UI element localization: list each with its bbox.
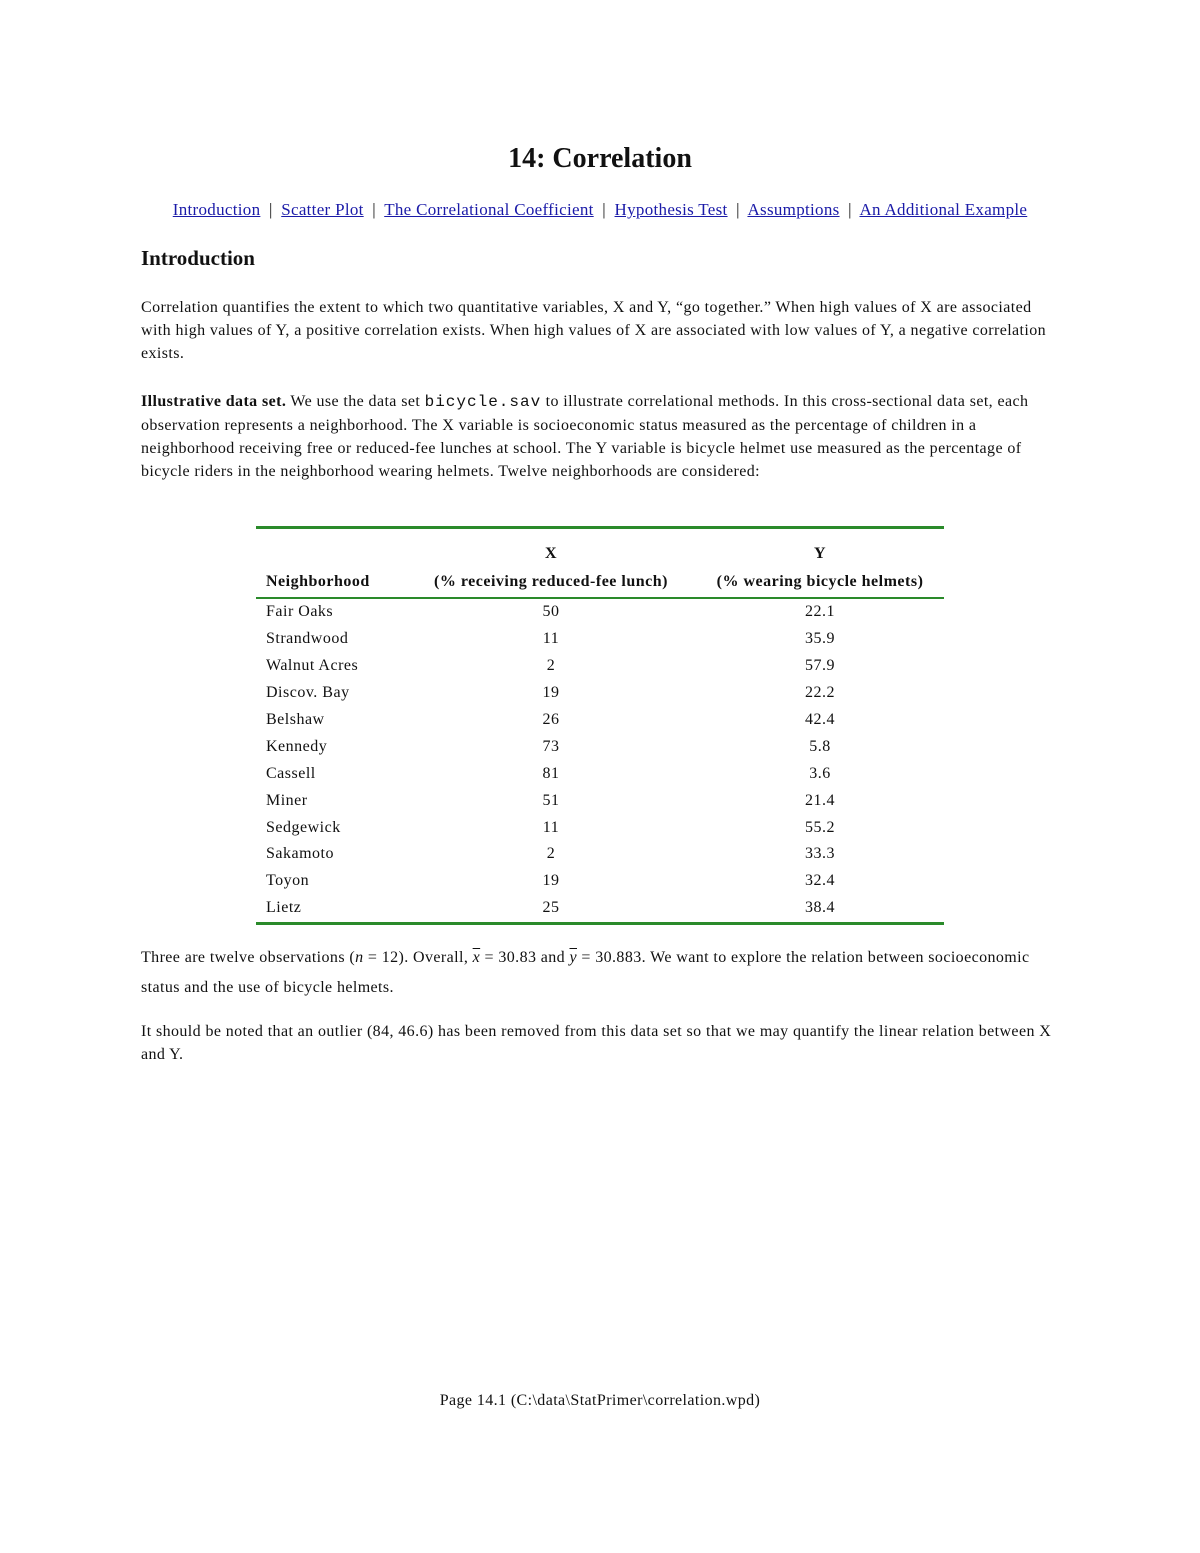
x-bar-symbol: $\overline{x}$ — [472, 949, 481, 966]
cell-neighborhood: Fair Oaks — [266, 603, 334, 621]
cell-y-value: 35.9 — [805, 630, 835, 648]
cell-x-value: 19 — [542, 872, 560, 890]
nav-link-introduction[interactable]: Introduction — [172, 200, 261, 219]
dataset-text-post: to illustrate correlational methods. In this cross-sectional data set, each observation represents a neighborhood. The X variable is socioeconomic status measured as the percentage of children in a neighborhood receiving free or reduced-fee lunches at school. The Y variable is bicycle helmet use measured as the percentage of bicycle riders in the neighborhood wearing helmets. Twelve neighborhoods are considered: — [141, 393, 1029, 480]
table-row — [256, 598, 944, 626]
nav-link-assumptions[interactable]: Assumptions — [747, 200, 840, 219]
cell-neighborhood: Strandwood — [266, 630, 349, 648]
table-row — [256, 895, 944, 923]
cell-neighborhood: Lietz — [256, 895, 406, 923]
cell-x-value: 2 — [546, 845, 556, 863]
cell-x-value: 25 — [406, 895, 696, 923]
table-header-empty — [256, 528, 406, 568]
cell-x-value: 19 — [542, 684, 560, 702]
section-nav — [0, 200, 1200, 220]
table-row — [256, 787, 944, 814]
cell-neighborhood: Sakamoto — [266, 845, 334, 863]
nav-separator: | — [268, 200, 273, 219]
page-title: 14: Correlation — [508, 143, 692, 174]
section-heading-introduction: Introduction — [141, 246, 255, 270]
dataset-paragraph — [141, 390, 1061, 483]
cell-neighborhood: Walnut Acres — [266, 657, 359, 675]
n-symbol: n — [355, 949, 364, 966]
cell-y-value: 55.2 — [805, 818, 835, 836]
cell-y-value: 42.4 — [805, 711, 835, 728]
nav-link-correlational-coefficient[interactable]: The Correlational Coefficient — [384, 200, 594, 219]
dataset-lead: Illustrative data set. — [141, 393, 287, 410]
table-row — [256, 707, 944, 734]
cell-neighborhood: Sedgewick — [266, 818, 341, 836]
nav-link-scatter-plot[interactable]: Scatter Plot — [281, 200, 364, 219]
nav-link-additional-example[interactable]: An Additional Example — [859, 200, 1028, 219]
table-header-y: Y — [696, 528, 944, 568]
cell-neighborhood: Discov. Bay — [266, 684, 350, 702]
cell-x-value: 26 — [542, 711, 560, 728]
nav-separator: | — [372, 200, 376, 219]
table-row — [256, 653, 944, 680]
outlier-note-paragraph: It should be noted that an outlier (84, 46.6) has been removed from this data set so that we may quantify the linear relation between X and Y. — [141, 1023, 1052, 1063]
cell-y-value: 22.2 — [805, 684, 835, 702]
cell-x-value: 51 — [542, 791, 560, 809]
table-body — [256, 598, 944, 923]
y-bar-symbol: $\overline{y}$ — [569, 949, 577, 966]
cell-neighborhood: Belshaw — [266, 711, 325, 728]
cell-neighborhood: Miner — [266, 791, 308, 809]
summary-text-2: = 12). Overall, — [363, 949, 473, 966]
dataset-filename: bicycle.sav — [424, 393, 542, 411]
summary-text-3: = 30.83 and — [480, 949, 570, 966]
data-table — [256, 526, 944, 925]
cell-x-value: 11 — [542, 630, 560, 648]
data-table-container — [256, 526, 944, 925]
cell-neighborhood: Toyon — [266, 872, 310, 890]
cell-x-value: 11 — [542, 818, 560, 836]
table-row — [256, 814, 944, 841]
table-row — [256, 733, 944, 760]
nav-link-hypothesis-test[interactable]: Hypothesis Test — [614, 200, 728, 219]
cell-y-value: 21.4 — [805, 791, 835, 809]
nav-separator: | — [602, 200, 606, 219]
cell-y-value: 38.4 — [696, 895, 944, 923]
table-header-y-desc: (% wearing bicycle helmets) — [696, 567, 944, 598]
cell-y-value: 33.3 — [805, 845, 835, 863]
table-row — [256, 841, 944, 868]
cell-y-value: 57.9 — [805, 657, 835, 675]
dataset-text-pre: We use the data set — [290, 393, 421, 410]
table-row — [256, 680, 944, 707]
table-subheader-row — [256, 567, 944, 598]
table-row — [256, 626, 944, 653]
table-header-x: X — [406, 528, 696, 568]
table-row — [256, 760, 944, 787]
cell-x-value: 81 — [542, 764, 560, 782]
summary-text-1: Three are twelve observations ( — [141, 949, 356, 966]
cell-y-value: 32.4 — [805, 872, 835, 890]
cell-y-value: 5.8 — [809, 737, 831, 755]
nav-separator: | — [736, 200, 740, 219]
cell-y-value: 3.6 — [809, 764, 831, 782]
cell-neighborhood: Kennedy — [266, 737, 328, 755]
table-row — [256, 868, 944, 895]
nav-separator: | — [848, 200, 852, 219]
summary-text-4: = 30.883. We want to explore the relation between socioeconomic status and the use of bicycle helmets. — [141, 949, 1030, 996]
summary-paragraph — [141, 943, 1061, 1003]
cell-x-value: 50 — [542, 603, 560, 621]
cell-x-value: 2 — [546, 657, 556, 675]
intro-paragraph: Correlation quantifies the extent to which two quantitative variables, X and Y, “go together.” When high values of X are associated with high values of Y, a positive correlation exists. When high values of X are associated with low values of Y, a negative correlation exists. — [141, 299, 1047, 362]
table-header-row — [256, 528, 944, 568]
cell-x-value: 73 — [542, 737, 560, 755]
table-header-x-desc: (% receiving reduced-fee lunch) — [406, 567, 696, 598]
cell-neighborhood: Cassell — [266, 764, 316, 782]
page-footer: Page 14.1 (C:\data\StatPrimer\correlation.wpd) — [439, 1392, 761, 1409]
table-header-neighborhood: Neighborhood — [256, 567, 406, 598]
cell-y-value: 22.1 — [805, 603, 835, 621]
